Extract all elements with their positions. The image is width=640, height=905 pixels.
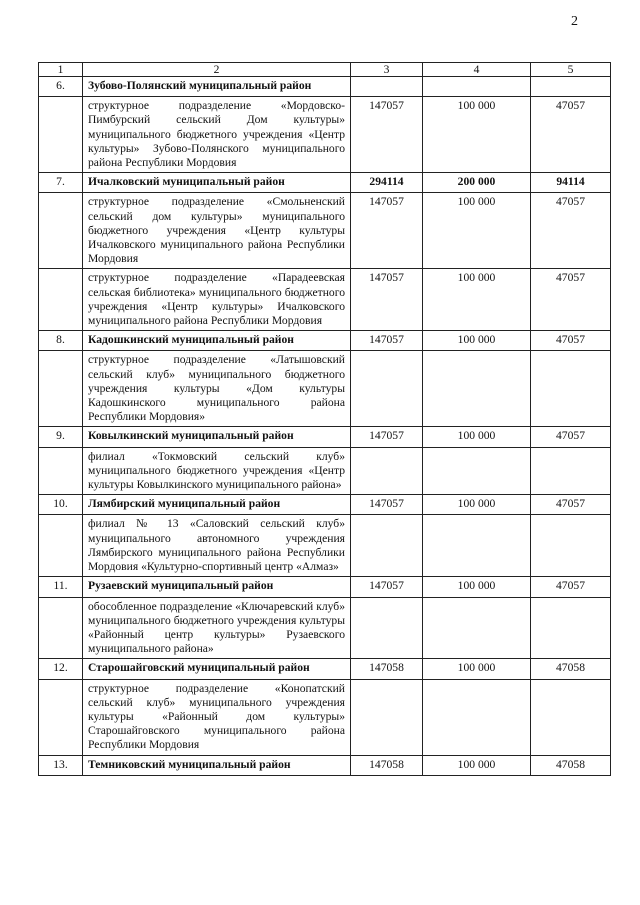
amount-total: 147057 (351, 97, 423, 173)
column-number: 4 (423, 63, 531, 77)
amount-part-1: 100 000 (423, 577, 531, 597)
row-number-empty (39, 269, 83, 331)
amount-part-2: 47057 (531, 193, 611, 269)
amount-part-2 (531, 597, 611, 659)
amount-part-1 (423, 351, 531, 427)
amount-part-1 (423, 679, 531, 755)
amount-part-2: 47057 (531, 427, 611, 447)
row-number-empty (39, 193, 83, 269)
amount-part-1 (423, 447, 531, 495)
district-name: Лямбирский муниципальный район (83, 495, 351, 515)
amount-part-2: 47057 (531, 331, 611, 351)
amount-part-1 (423, 77, 531, 97)
amount-total (351, 351, 423, 427)
amount-part-1: 100 000 (423, 659, 531, 679)
institution-name: структурное подразделение «Парадеевская сельская библиотека» муниципального бюджетного учреждения «Центр культуры» Ичалковского муниципального района Республики Мордовия (83, 269, 351, 331)
institution-name: структурное подразделение «Смольненский сельский дом культуры» муниципального бюджетного учреждения «Центр культуры Ичалковского муниципального района Республики Мордовия (83, 193, 351, 269)
district-row (39, 755, 611, 775)
amount-total (351, 597, 423, 659)
row-number: 8. (39, 331, 83, 351)
institution-row (39, 679, 611, 755)
institution-name: структурное подразделение «Мордовско-Пимбурский сельский Дом культуры» муниципального бюджетного учреждения «Центр культуры» Зубово-Полянского муниципального района Республики Мордовия (83, 97, 351, 173)
row-number: 13. (39, 755, 83, 775)
institution-name: структурное подразделение «Латышовский сельский клуб» муниципального бюджетного учреждения культуры «Дом культуры Кадошкинского муниципального района Республики Мордовия» (83, 351, 351, 427)
amount-part-1 (423, 515, 531, 577)
column-number-row (39, 63, 611, 77)
amount-total: 147057 (351, 427, 423, 447)
district-name: Ичалковский муниципальный район (83, 173, 351, 193)
institution-row (39, 597, 611, 659)
institution-row (39, 351, 611, 427)
amount-part-1: 100 000 (423, 193, 531, 269)
amount-part-2: 47057 (531, 495, 611, 515)
amount-part-2 (531, 351, 611, 427)
table-body (39, 63, 611, 776)
institution-row (39, 447, 611, 495)
row-number: 11. (39, 577, 83, 597)
row-number-empty (39, 97, 83, 173)
amount-part-2 (531, 77, 611, 97)
district-row (39, 577, 611, 597)
district-row (39, 331, 611, 351)
district-row (39, 173, 611, 193)
district-name: Темниковский муниципальный район (83, 755, 351, 775)
amount-part-1: 100 000 (423, 495, 531, 515)
row-number: 10. (39, 495, 83, 515)
district-name: Зубово-Полянский муниципальный район (83, 77, 351, 97)
institution-row (39, 193, 611, 269)
institution-name: обособленное подразделение «Ключаревский клуб» муниципального бюджетного учреждения культуры «Районный центр культуры» Рузаевского муниципального района» (83, 597, 351, 659)
amount-total: 147057 (351, 193, 423, 269)
district-row (39, 495, 611, 515)
amount-part-2: 47058 (531, 659, 611, 679)
institution-row (39, 515, 611, 577)
district-row (39, 659, 611, 679)
amount-part-1: 100 000 (423, 427, 531, 447)
amount-part-2 (531, 447, 611, 495)
column-number: 5 (531, 63, 611, 77)
district-name: Рузаевский муниципальный район (83, 577, 351, 597)
row-number-empty (39, 515, 83, 577)
district-row (39, 427, 611, 447)
amount-total: 294114 (351, 173, 423, 193)
row-number: 7. (39, 173, 83, 193)
amount-part-1: 200 000 (423, 173, 531, 193)
amount-total: 147057 (351, 269, 423, 331)
amount-part-2: 47058 (531, 755, 611, 775)
row-number: 6. (39, 77, 83, 97)
amount-total: 147057 (351, 331, 423, 351)
institution-row (39, 97, 611, 173)
amount-total (351, 77, 423, 97)
amount-part-1: 100 000 (423, 97, 531, 173)
amount-total: 147058 (351, 659, 423, 679)
amount-part-1: 100 000 (423, 755, 531, 775)
column-number: 1 (39, 63, 83, 77)
row-number-empty (39, 597, 83, 659)
row-number-empty (39, 447, 83, 495)
institution-name: филиал «Токмовский сельский клуб» муниципального бюджетного учреждения «Центр культуры Ковылкинского муниципального района» (83, 447, 351, 495)
district-name: Кадошкинский муниципальный район (83, 331, 351, 351)
amount-total (351, 515, 423, 577)
amount-total: 147058 (351, 755, 423, 775)
district-row (39, 77, 611, 97)
column-number: 2 (83, 63, 351, 77)
row-number-empty (39, 351, 83, 427)
row-number: 9. (39, 427, 83, 447)
amount-total: 147057 (351, 577, 423, 597)
amount-part-2 (531, 515, 611, 577)
amount-part-2: 47057 (531, 269, 611, 331)
page-number: 2 (571, 14, 578, 29)
amount-part-2: 47057 (531, 97, 611, 173)
amount-total (351, 447, 423, 495)
institution-name: филиал № 13 «Саловский сельский клуб» муниципального автономного учреждения Лямбирского муниципального района Республики Мордовия «Культурно-спортивный центр «Алмаз» (83, 515, 351, 577)
amount-part-2: 47057 (531, 577, 611, 597)
institution-name: структурное подразделение «Конопатский сельский клуб» муниципального учреждения культуры «Районный дом культуры» Старошайговского муниципального района Республики Мордовия (83, 679, 351, 755)
amount-part-1: 100 000 (423, 269, 531, 331)
column-number: 3 (351, 63, 423, 77)
institution-row (39, 269, 611, 331)
amount-total (351, 679, 423, 755)
amount-total: 147057 (351, 495, 423, 515)
row-number-empty (39, 679, 83, 755)
amount-part-2: 94114 (531, 173, 611, 193)
district-name: Старошайговский муниципальный район (83, 659, 351, 679)
district-name: Ковылкинский муниципальный район (83, 427, 351, 447)
amount-part-2 (531, 679, 611, 755)
row-number: 12. (39, 659, 83, 679)
amount-part-1: 100 000 (423, 331, 531, 351)
amount-part-1 (423, 597, 531, 659)
budget-table (38, 62, 611, 776)
